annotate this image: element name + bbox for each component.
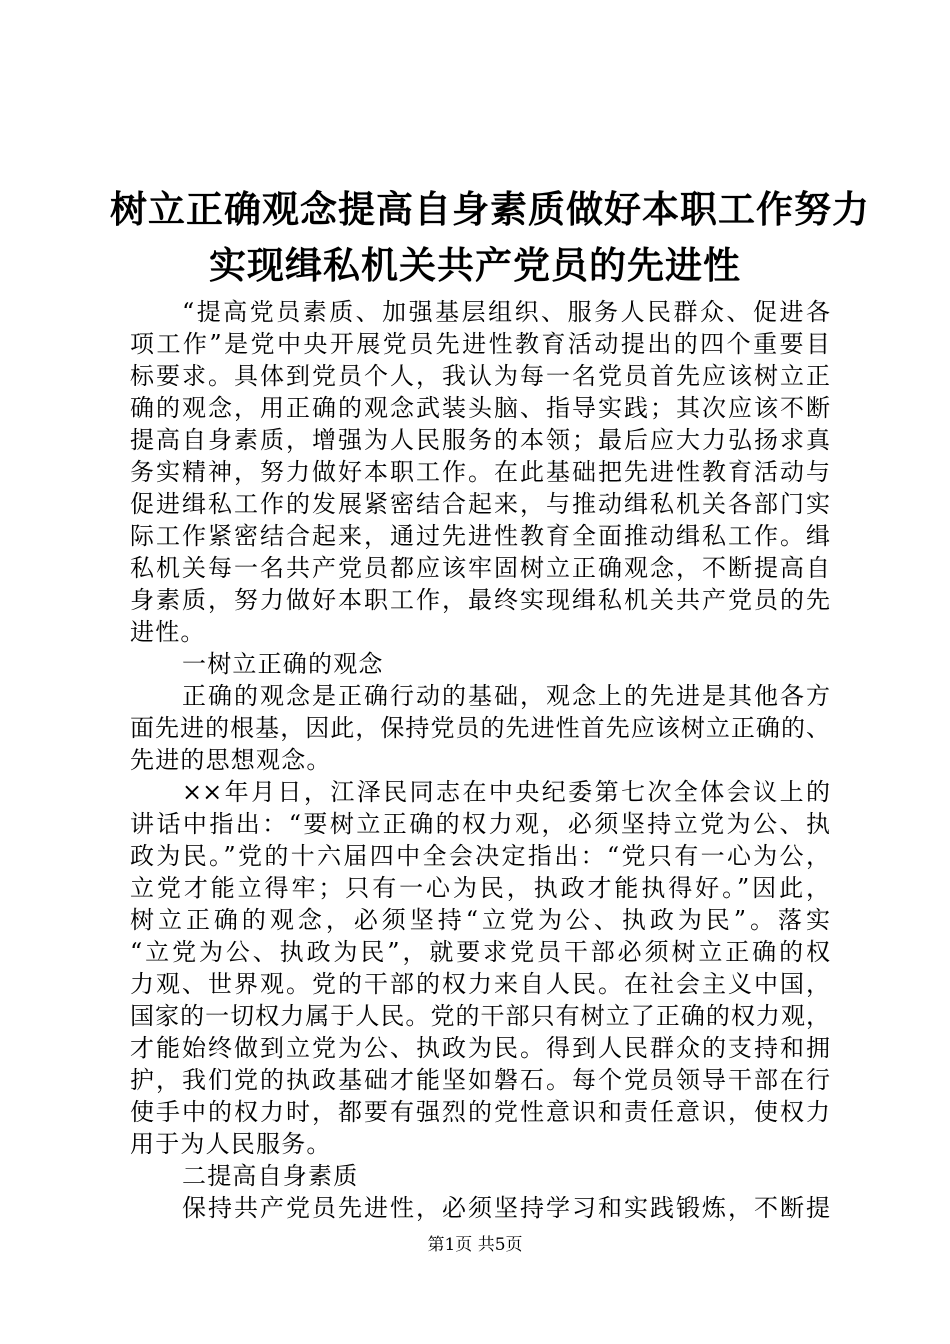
paragraph-line: 国家的一切权力属于人民。党的干部只有树立了正确的权力观， (130, 1002, 830, 1030)
paragraph-line: 讲话中指出：“要树立正确的权力观，必须坚持立党为公、执 (130, 810, 830, 838)
paragraph-line: 用于为人民服务。 (130, 1130, 332, 1158)
paragraph-line: 促进缉私工作的发展紧密结合起来，与推动缉私机关各部门实 (130, 490, 830, 518)
paragraph-line: 先进的思想观念。 (130, 746, 332, 774)
paragraph-line: 力观、世界观。党的干部的权力来自人民。在社会主义中国， (130, 970, 830, 998)
paragraph-line: ××年月日，江泽民同志在中央纪委第七次全体会议上的 (182, 778, 830, 806)
paragraph-line: “提高党员素质、加强基层组织、服务人民群众、促进各 (182, 298, 830, 326)
paragraph-line: 身素质，努力做好本职工作，最终实现缉私机关共产党员的先 (130, 586, 830, 614)
paragraph-line: 正确的观念是正确行动的基础，观念上的先进是其他各方 (182, 682, 830, 710)
paragraph-line: 确的观念，用正确的观念武装头脑、指导实践；其次应该不断 (130, 394, 830, 422)
document-title-line-1: 树立正确观念提高自身素质做好本职工作努力 (110, 188, 870, 231)
paragraph-line: 树立正确的观念，必须坚持“立党为公、执政为民”。落实 (130, 906, 830, 934)
paragraph-line: 际工作紧密结合起来，通过先进性教育全面推动缉私工作。缉 (130, 522, 830, 550)
paragraph-line: 私机关每一名共产党员都应该牢固树立正确观念，不断提高自 (130, 554, 830, 582)
paragraph-line: 提高自身素质，增强为人民服务的本领；最后应大力弘扬求真 (130, 426, 830, 454)
paragraph-line: 进性。 (130, 618, 206, 646)
page-footer: 第1页 共5页 (427, 1235, 523, 1255)
paragraph-line: 面先进的根基，因此，保持党员的先进性首先应该树立正确的、 (130, 714, 830, 742)
paragraph-line: 立党才能立得牢；只有一心为民，执政才能执得好。”因此， (130, 874, 830, 902)
paragraph-line: 保持共产党员先进性，必须坚持学习和实践锻炼，不断提 (182, 1194, 830, 1222)
paragraph-line: 护，我们党的执政基础才能坚如磐石。每个党员领导干部在行 (130, 1066, 830, 1094)
paragraph-line: 务实精神，努力做好本职工作。在此基础把先进性教育活动与 (130, 458, 830, 486)
paragraph-line: “立党为公、执政为民”，就要求党员干部必须树立正确的权 (130, 938, 830, 966)
section-heading: 一树立正确的观念 (182, 650, 384, 678)
section-heading: 二提高自身素质 (182, 1162, 359, 1190)
document-title-line-2: 实现缉私机关共产党员的先进性 (209, 244, 741, 287)
paragraph-line: 使手中的权力时，都要有强烈的党性意识和责任意识，使权力 (130, 1098, 830, 1126)
paragraph-line: 标要求。具体到党员个人，我认为每一名党员首先应该树立正 (130, 362, 830, 390)
paragraph-line: 项工作”是党中央开展党员先进性教育活动提出的四个重要目 (130, 330, 830, 358)
paragraph-line: 才能始终做到立党为公、执政为民。得到人民群众的支持和拥 (130, 1034, 830, 1062)
paragraph-line: 政为民。”党的十六届四中全会决定指出：“党只有一心为公， (130, 842, 830, 870)
